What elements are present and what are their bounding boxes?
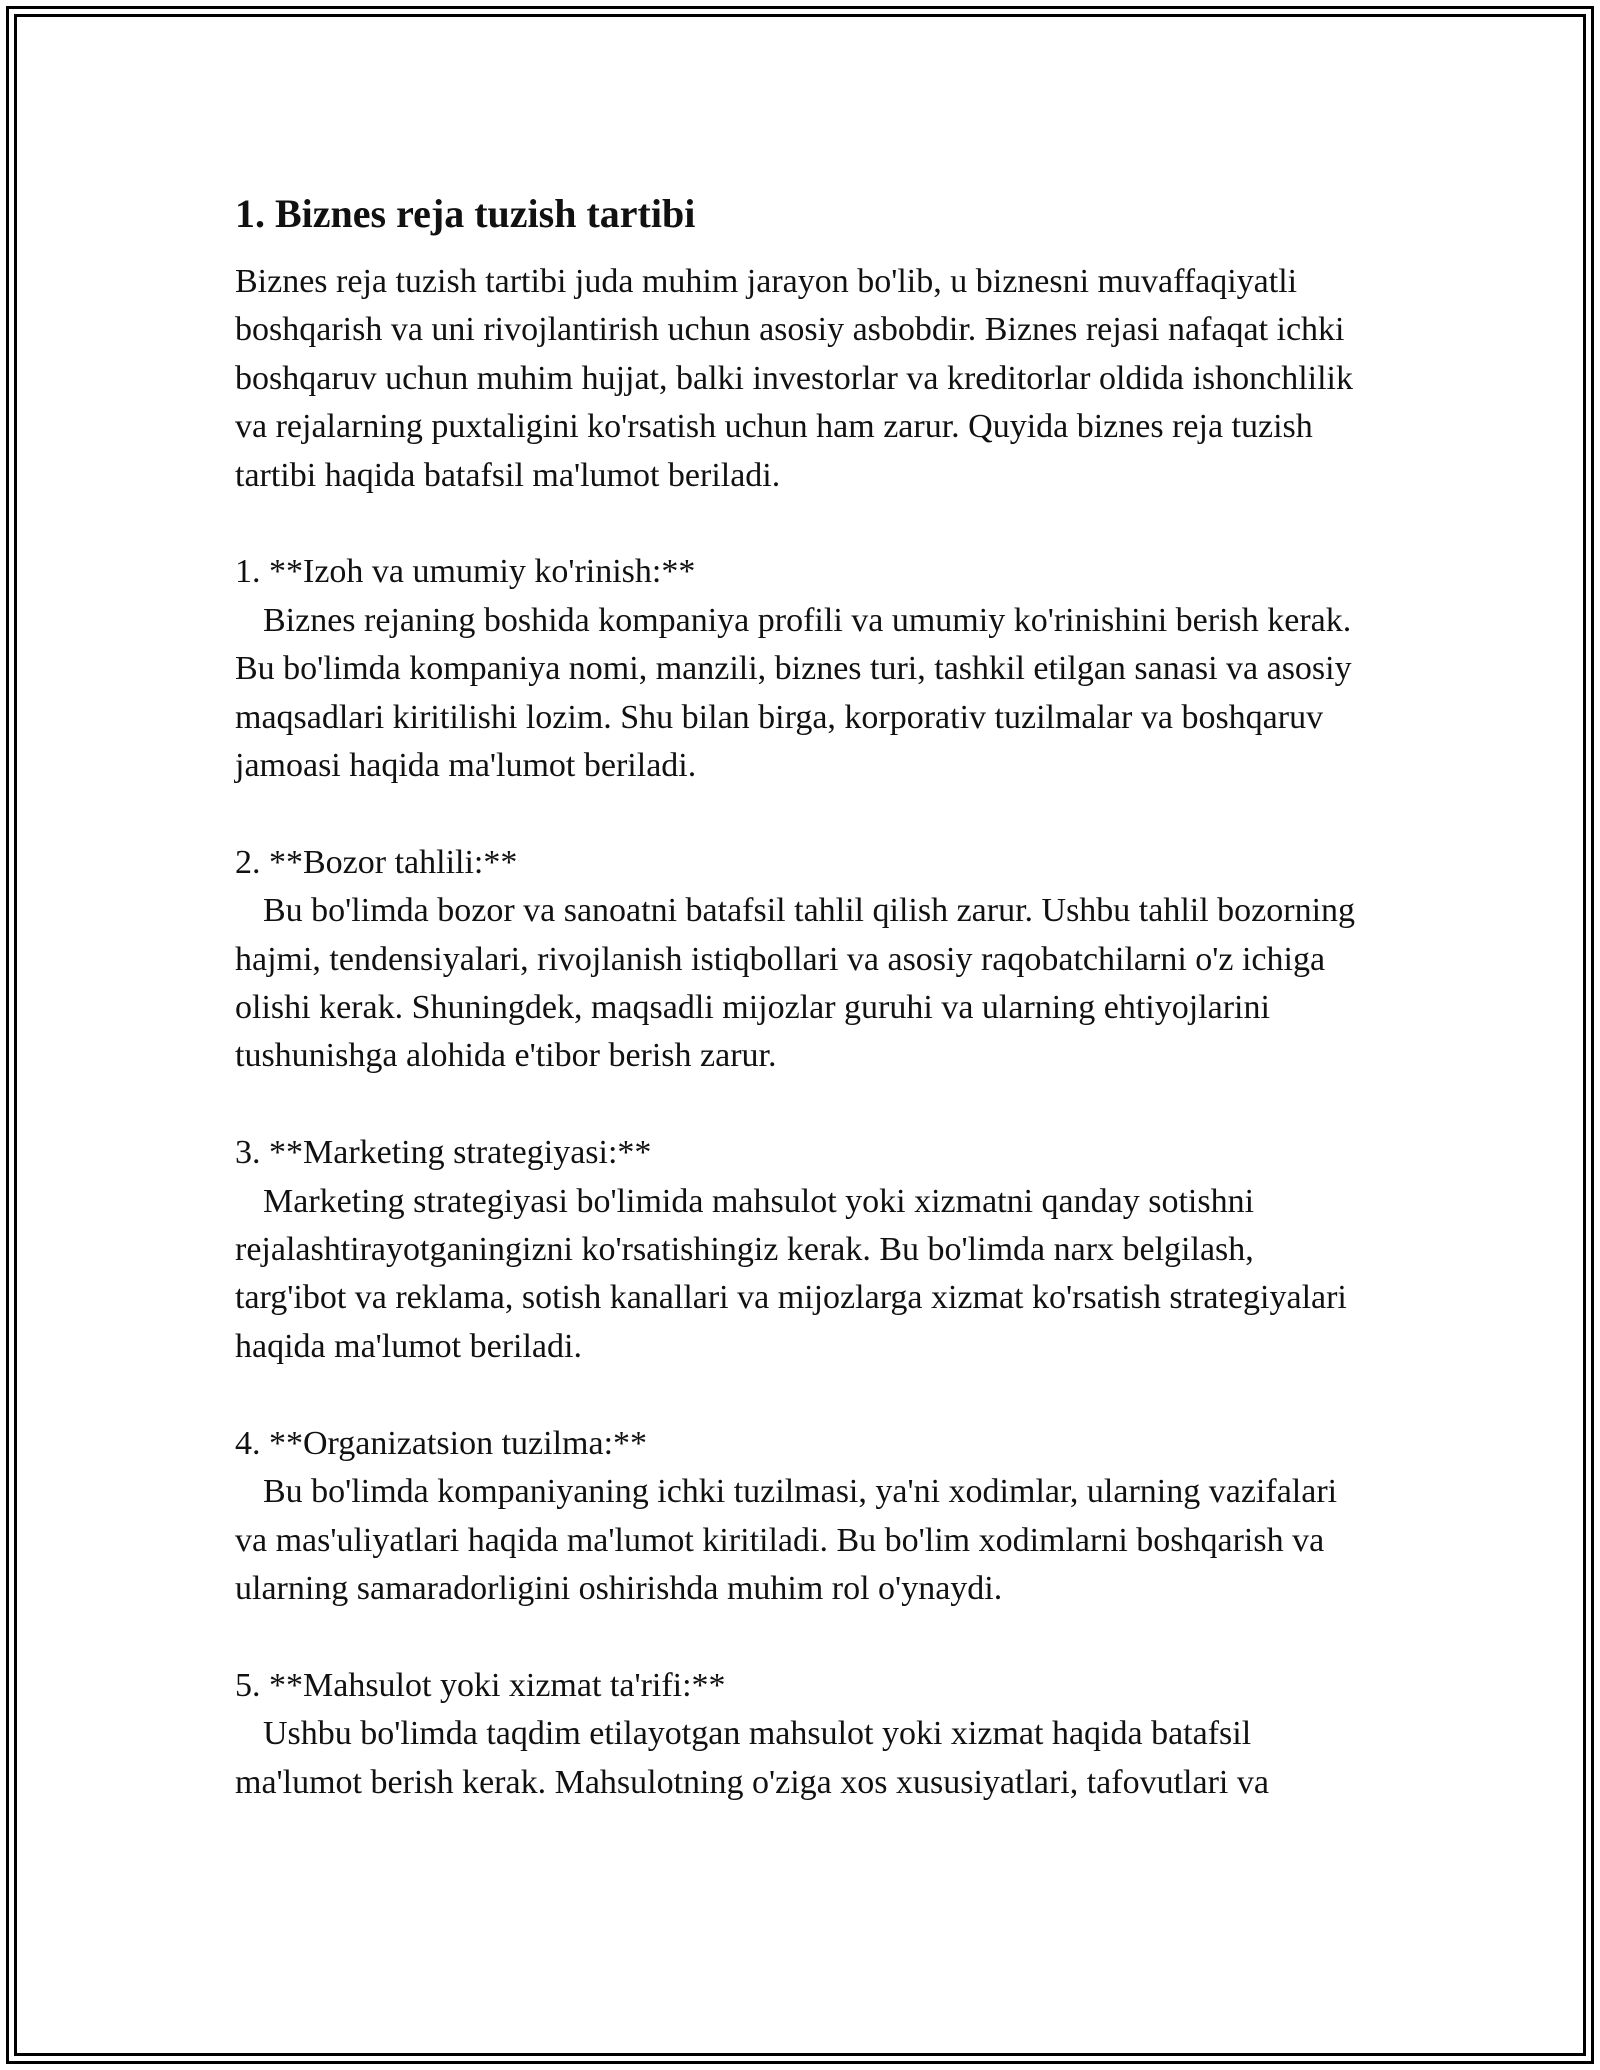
section-body: Bu bo'limda bozor va sanoatni batafsil tahlil qilish zarur. Ushbu tahlil bozorning hajmi, tendensiyalari, rivojlanish istiqbollari va asosiy raqobatchilarni o'z ichiga olishi kerak. Shuningdek, maqsadli mijozlar guruhi va ularning ehtiyojlarini tushunishga alohida e'tibor berish zarur. [235, 892, 1356, 1075]
section-heading: 3. **Marketing strategiyasi:** [235, 1134, 652, 1172]
document-body [235, 186, 1365, 1807]
section-market-analysis [235, 839, 1365, 1081]
section-heading: 1. **Izoh va umumiy ko'rinish:** [235, 553, 696, 591]
section-organizational-structure [235, 1420, 1365, 1614]
section-body: Ushbu bo'limda taqdim etilayotgan mahsulot yoki xizmat haqida batafsil ma'lumot berish kerak. Mahsulotning o'ziga xos xususiyatlari, tafovutlari va [235, 1715, 1269, 1801]
intro-paragraph: Biznes reja tuzish tartibi juda muhim jarayon bo'lib, u biznesni muvaffaqiyatli boshqarish va uni rivojlantirish uchun asosiy asbobdir. Biznes rejasi nafaqat ichki boshqaruv uchun muhim hujjat, balki investorlar va kreditorlar oldida ishonchlilik va rejalarning puxtaligini ko'rsatish uchun ham zarur. Quyida biznes reja tuzish tartibi haqida batafsil ma'lumot beriladi. [235, 263, 1353, 494]
section-product-description [235, 1662, 1365, 1807]
section-body: Marketing strategiyasi bo'limida mahsulot yoki xizmatni qanday sotishni rejalashtirayotganingizni ko'rsatishingiz kerak. Bu bo'limda narx belgilash, targ'ibot va reklama, sotish kanallari va mijozlarga xizmat ko'rsatish strategiyalari haqida ma'lumot beriladi. [235, 1182, 1347, 1365]
section-heading: 5. **Mahsulot yoki xizmat ta'rifi:** [235, 1666, 726, 1704]
section-heading: 2. **Bozor tahlili:** [235, 843, 518, 881]
section-heading: 4. **Organizatsion tuzilma:** [235, 1424, 648, 1462]
section-marketing-strategy [235, 1129, 1365, 1371]
section-body: Biznes rejaning boshida kompaniya profili va umumiy ko'rinishini berish kerak. Bu bo'limda kompaniya nomi, manzili, biznes turi, tashkil etilgan sanasi va asosiy maqsadlari kiritilishi lozim. Shu bilan birga, korporativ tuzilmalar va boshqaruv jamoasi haqida ma'lumot beriladi. [235, 601, 1352, 785]
section-overview [235, 548, 1365, 790]
document-title: 1. Biznes reja tuzish tartibi [235, 191, 696, 236]
section-body: Bu bo'limda kompaniyaning ichki tuzilmasi, ya'ni xodimlar, ularning vazifalari va mas'uliyatlari haqida ma'lumot kiritiladi. Bu bo'lim xodimlarni boshqarish va ularning samaradorligini oshirishda muhim rol o'ynaydi. [235, 1473, 1338, 1607]
